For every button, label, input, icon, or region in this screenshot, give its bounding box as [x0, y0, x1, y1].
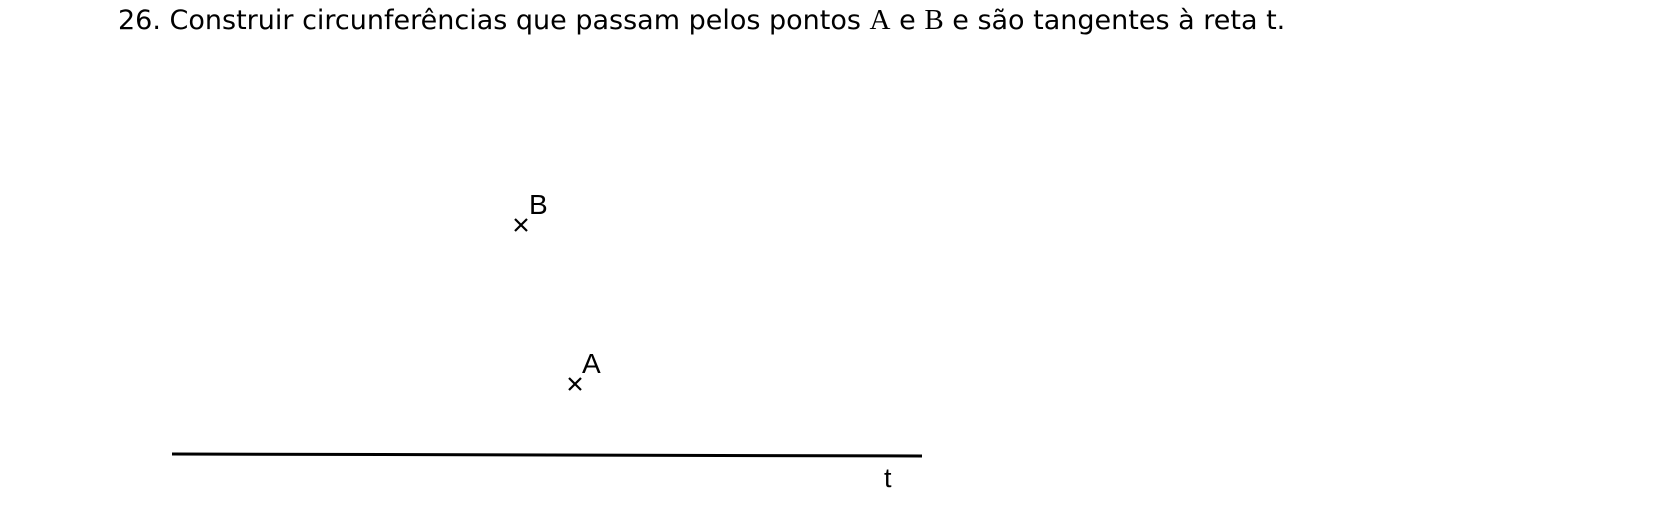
line-t-label: t	[884, 463, 892, 493]
point-a-marker	[569, 378, 581, 390]
point-b-label: B	[529, 189, 548, 220]
exercise-conjunction: e	[899, 5, 916, 36]
exercise-number: 26.	[118, 5, 161, 36]
exercise-text-part1: Construir circunferências que passam pelos pontos	[169, 5, 861, 36]
line-t	[172, 454, 922, 456]
exercise-text-part2: e são tangentes à reta t.	[952, 5, 1286, 36]
point-a-label: A	[582, 348, 601, 379]
point-b-reference: B	[924, 4, 944, 36]
point-b-marker	[515, 219, 527, 231]
point-a-reference: A	[869, 4, 891, 36]
